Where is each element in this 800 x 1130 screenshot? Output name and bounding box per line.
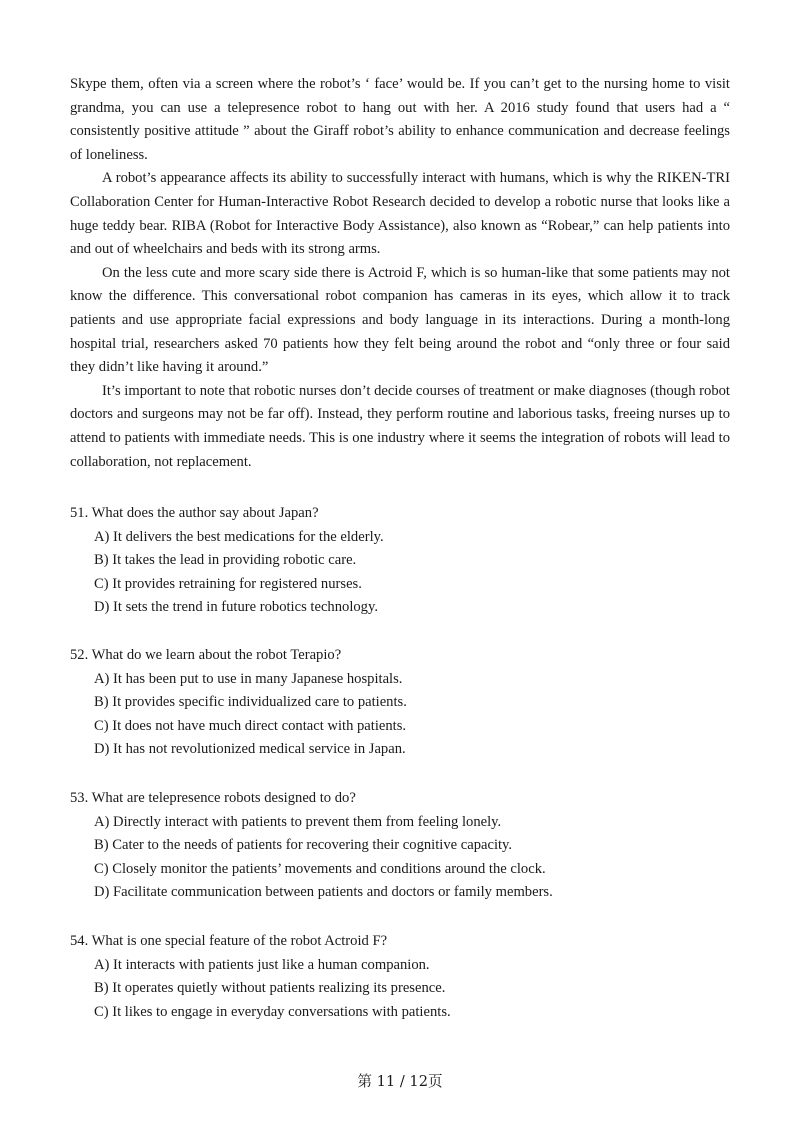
question-stem: 53. What are telepresence robots designed to do? (70, 790, 356, 806)
question-53 (70, 787, 730, 905)
answer-option: D) Facilitate communication between patients and doctors or family members. (94, 884, 553, 901)
answer-option: A) It delivers the best medications for the elderly. (94, 528, 384, 545)
answer-option: C) Closely monitor the patients’ movements and conditions around the clock. (94, 860, 546, 877)
question-stem: 54. What is one special feature of the robot Actroid F? (70, 933, 388, 949)
answer-option: A) It interacts with patients just like a human companion. (94, 956, 430, 973)
question-54 (70, 930, 730, 1024)
question-51 (70, 502, 730, 620)
answer-option: D) It has not revolutionized medical service in Japan. (94, 741, 406, 758)
answer-option: B) It operates quietly without patients realizing its presence. (94, 980, 446, 997)
question-52 (70, 644, 730, 762)
answer-option: B) It provides specific individualized care to patients. (94, 694, 407, 711)
answer-option: C) It does not have much direct contact with patients. (94, 717, 407, 734)
answer-option: B) It takes the lead in providing robotic care. (94, 552, 357, 569)
passage-paragraph: A robot’s appearance affects its ability to successfully interact with humans, which is why the RIKEN-TRI Collaboration Center for Human-Interactive Robot Research decided to develop a robotic nurse that looks like a huge teddy bear. RIBA (Robot for Interactive Body Assistance), also known as “Robear,” can help patients into and out of wheelchairs and beds with its strong arms. (70, 170, 730, 258)
passage-paragraph: Skype them, often via a screen where the robot’s ‘ face’ would be. If you can’t get to the nursing home to visit grandma, you can use a telepresence robot to hang out with her. A 2016 study found that users had a “ consistently positive attitude ” about the Giraff robot’s ability to enhance communication and decrease feelings of loneliness. (70, 76, 730, 163)
answer-option: C) It likes to engage in everyday conversations with patients. (94, 1003, 451, 1020)
answer-option: B) Cater to the needs of patients for recovering their cognitive capacity. (94, 837, 513, 854)
passage-paragraph: It’s important to note that robotic nurses don’t decide courses of treatment or make diagnoses (though robot doctors and surgeons may not be far off). Instead, they perform routine and laborious tasks, freeing nurses up to attend to patients with immediate needs. This is one industry where it seems the integration of robots will lead to collaboration, not replacement. (70, 382, 730, 470)
answer-option: A) Directly interact with patients to prevent them from feeling lonely. (94, 813, 502, 830)
question-stem: 51. What does the author say about Japan? (70, 505, 319, 521)
page-number: 第 11 / 12页 (357, 1073, 443, 1090)
answer-option: D) It sets the trend in future robotics technology. (94, 599, 378, 616)
passage-paragraph: On the less cute and more scary side there is Actroid F, which is so human-like that some patients may not know the difference. This conversational robot companion has cameras in its eyes, which allow it to track patients and use appropriate facial expressions and body language in its interactions. During a month-long hospital trial, researchers asked 70 patients how they felt being around the robot and “only three or four said they didn’t like having it around.” (70, 264, 730, 376)
question-stem: 52. What do we learn about the robot Terapio? (70, 647, 342, 663)
answer-option: C) It provides retraining for registered nurses. (94, 575, 362, 592)
answer-option: A) It has been put to use in many Japanese hospitals. (94, 670, 403, 687)
reading-passage (70, 73, 730, 474)
